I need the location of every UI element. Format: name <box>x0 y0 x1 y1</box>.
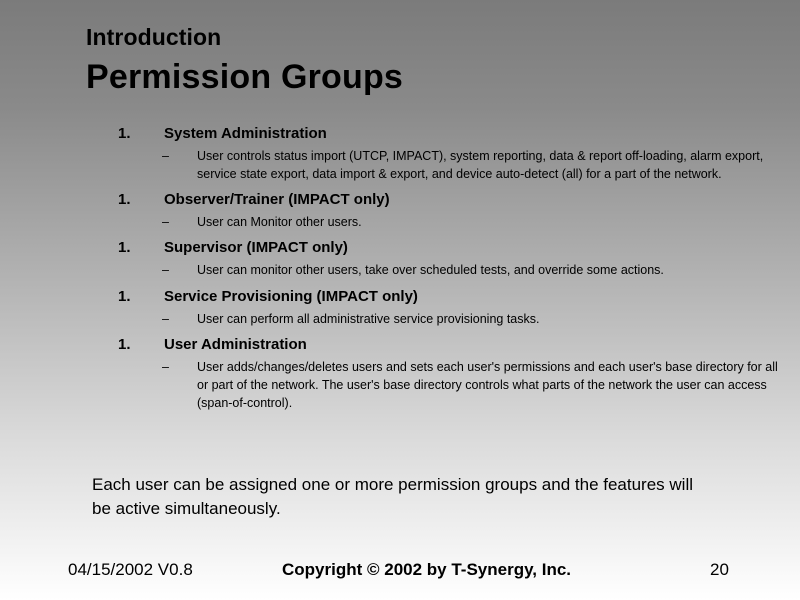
page-title: Permission Groups <box>86 58 404 96</box>
list-item-detail-text: User can monitor other users, take over scheduled tests, and override some actions. <box>197 263 664 278</box>
dash-marker: – <box>162 263 169 278</box>
list-item-detail-text: User can perform all administrative service provisioning tasks. <box>197 311 540 326</box>
dash-marker: – <box>162 359 169 374</box>
list-item <box>118 191 778 208</box>
list-item-number: 1. <box>118 335 131 353</box>
list-item-detail-text: User controls status import (UTCP, IMPACT), system reporting, data & report off-loading, alarm export, service state export, data import & export, and device auto-detect (all) for a part of the network. <box>197 149 764 182</box>
list-item-label: Observer/Trainer (IMPACT only) <box>164 191 390 209</box>
summary-text: Each user can be assigned one or more permission groups and the features will be active simultaneously. <box>92 475 694 519</box>
dash-marker: – <box>162 215 169 230</box>
list-item-number: 1. <box>118 287 131 305</box>
list-item <box>118 125 778 142</box>
list-item <box>118 336 778 353</box>
list-item-detail <box>118 310 778 328</box>
list-item-label: System Administration <box>164 125 327 142</box>
list-item-detail-text: User can Monitor other users. <box>197 215 362 230</box>
list-item-label: User Administration <box>164 335 307 353</box>
footer-page-number: 20 <box>710 560 729 579</box>
list-item-detail-text: User adds/changes/deletes users and sets each user's permissions and each user's base directory for all or part of the network. The user's base directory controls what parts of the network the user can access (span-of-control). <box>197 359 778 410</box>
list-item-detail <box>118 261 778 279</box>
list-item-label: Service Provisioning (IMPACT only) <box>164 287 418 305</box>
permission-groups-list <box>118 123 778 420</box>
list-item-number: 1. <box>118 125 131 142</box>
list-item <box>118 239 778 256</box>
footer-date: 04/15/2002 V0.8 <box>68 560 193 579</box>
dash-marker: – <box>162 149 169 163</box>
list-item-detail <box>118 358 778 412</box>
list-item <box>118 288 778 305</box>
dash-marker: – <box>162 311 169 326</box>
list-item-detail <box>118 147 778 183</box>
footer-copyright: Copyright © 2002 by T-Synergy, Inc. <box>282 560 572 579</box>
list-item-number: 1. <box>118 239 131 257</box>
slide-kicker: Introduction <box>86 24 222 50</box>
list-item-label: Supervisor (IMPACT only) <box>164 239 348 257</box>
slide-footer <box>0 560 800 590</box>
list-item-detail <box>118 213 778 231</box>
list-item-number: 1. <box>118 191 131 209</box>
